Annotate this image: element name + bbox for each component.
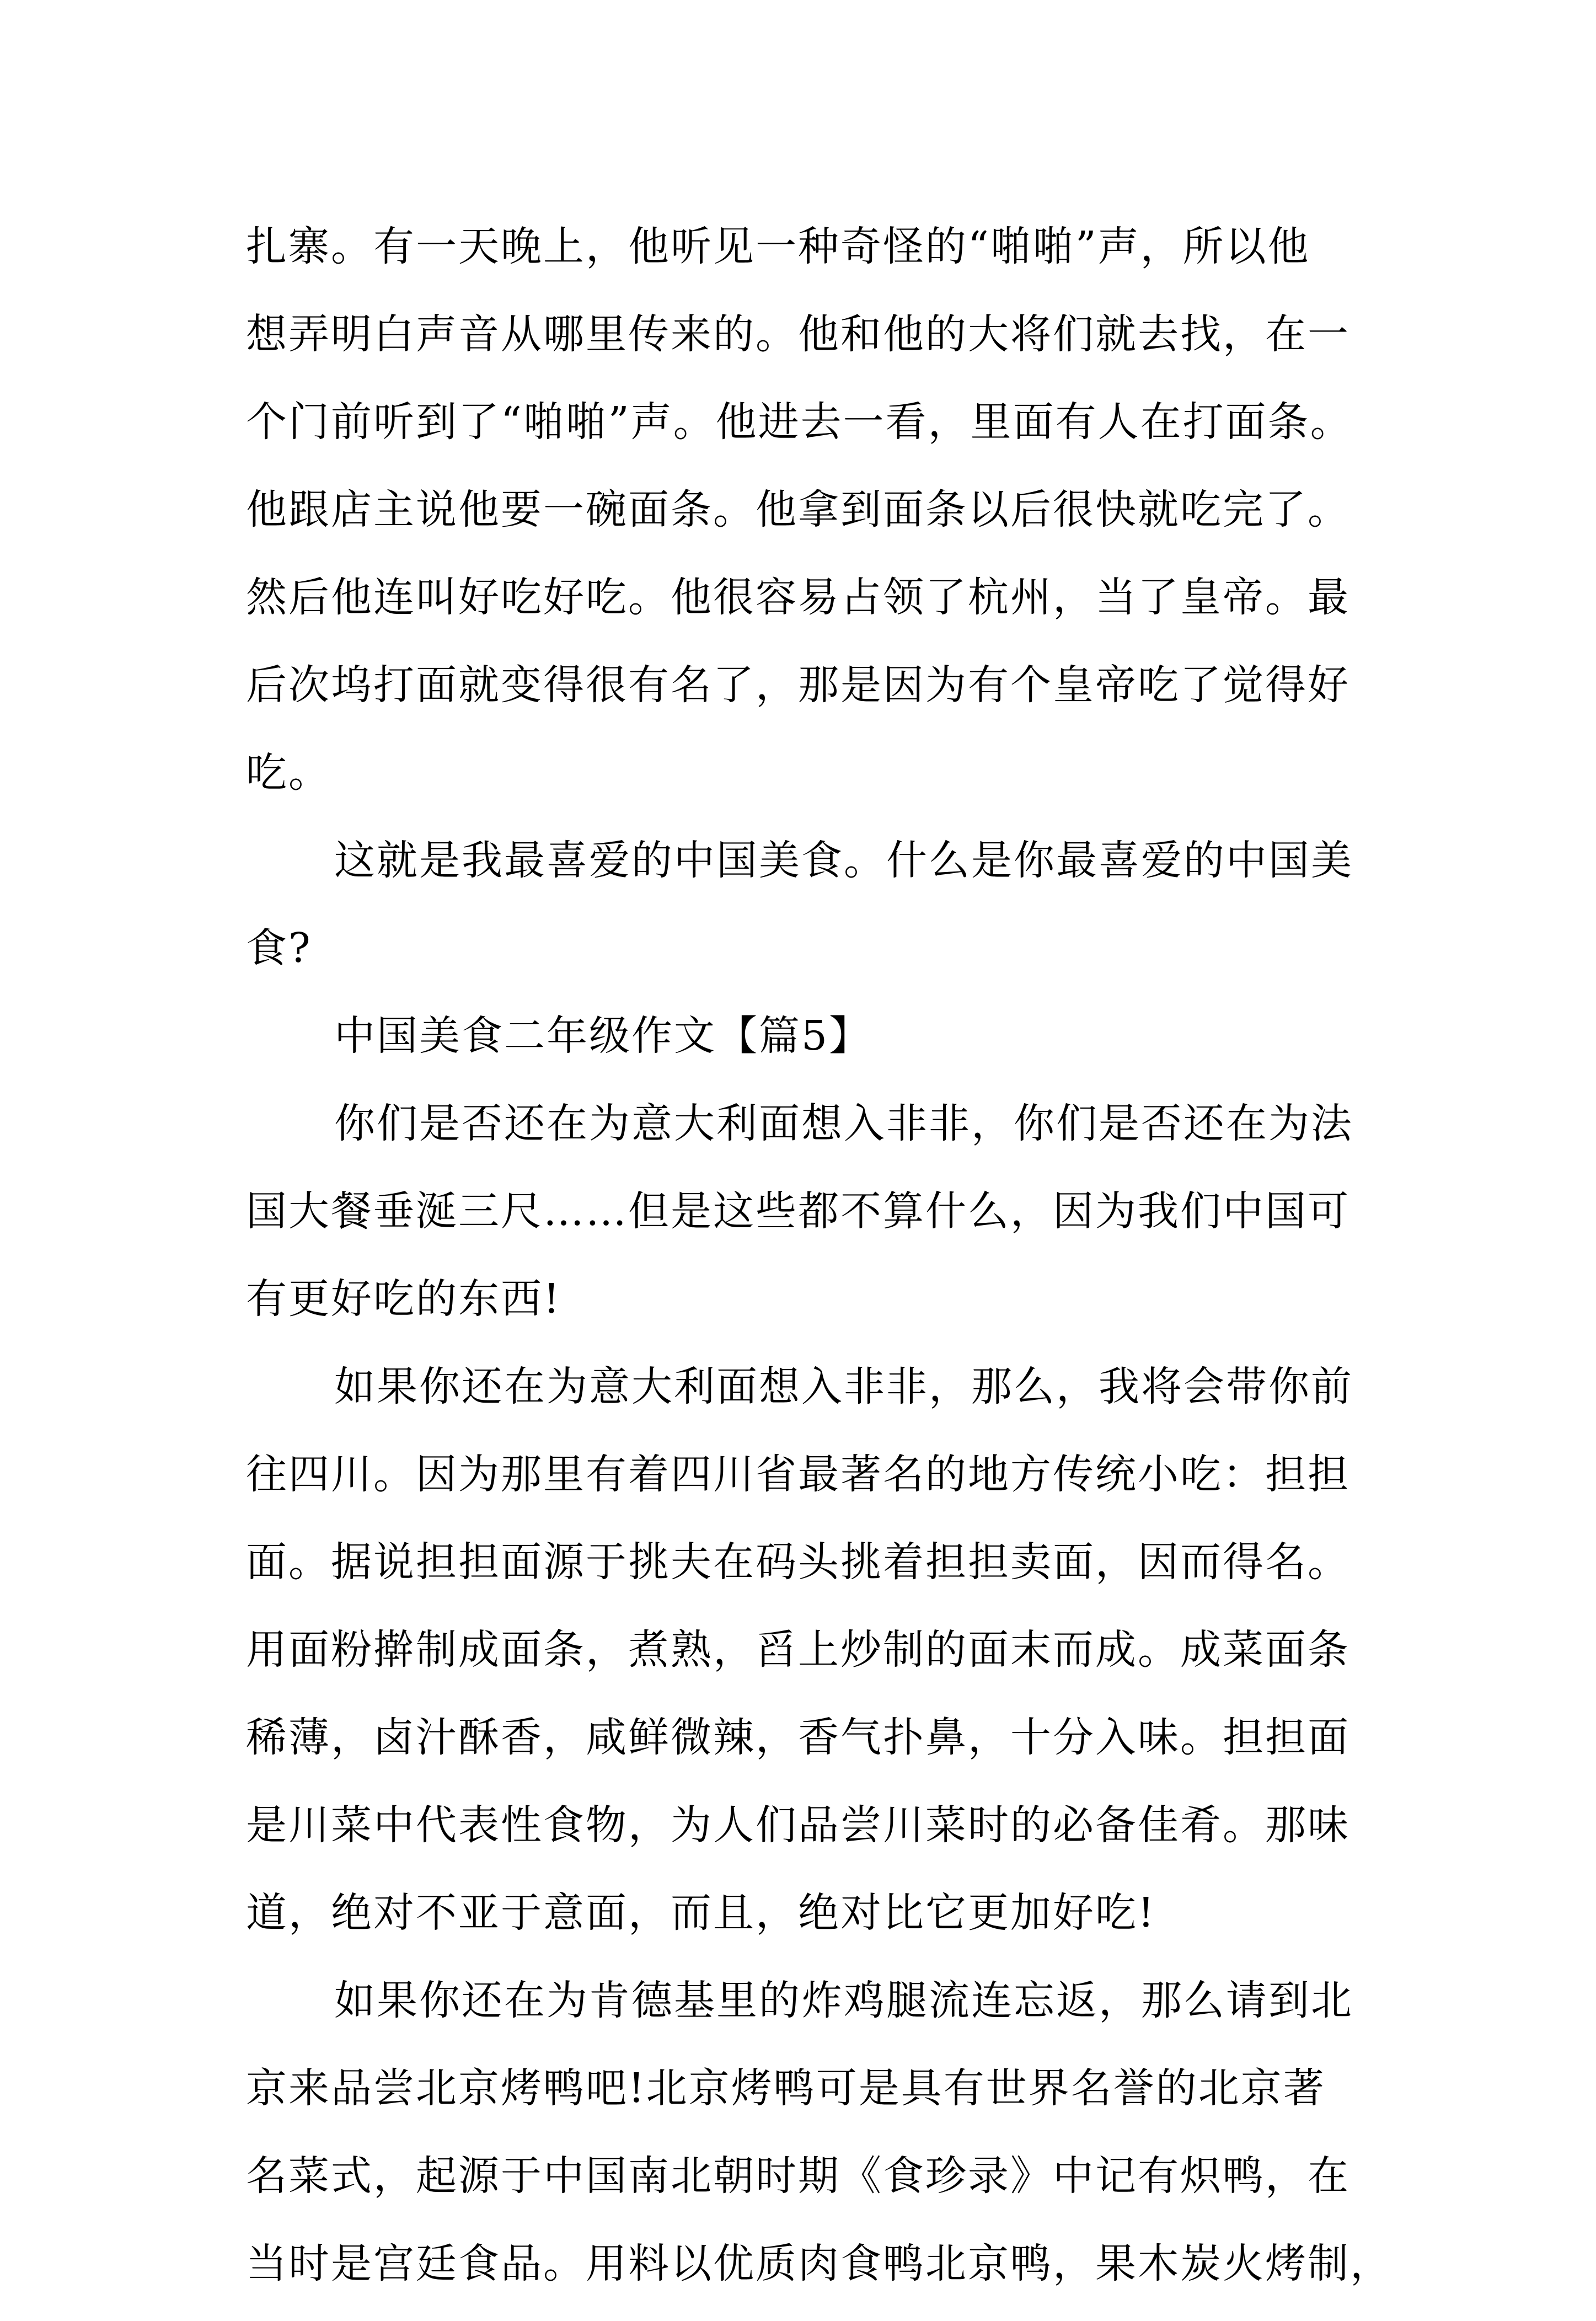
text-line: 个门前听到了“啪啪”声。他进去一看，里面有人在打面条。: [246, 398, 1353, 446]
paragraph-start-line: 这就是我最喜爱的中国美食。什么是你最喜爱的中国美: [334, 837, 1353, 884]
text-line: 后次坞打面就变得很有名了，那是因为有个皇帝吃了觉得好: [246, 661, 1350, 709]
text-line: 是川菜中代表性食物，为人们品尝川菜时的必备佳肴。那味: [246, 1801, 1350, 1849]
paragraph-start-line: 你们是否还在为意大利面想入非非，你们是否还在为法: [334, 1100, 1353, 1147]
text-line: 京来品尝北京烤鸭吧!北京烤鸭可是具有世界名誉的北京著: [246, 2065, 1326, 2112]
text-line: 国大餐垂涎三尺……但是这些都不算什么，因为我们中国可: [246, 1188, 1350, 1235]
text-line: 想弄明白声音从哪里传来的。他和他的大将们就去找，在一: [246, 311, 1350, 358]
text-line: 他跟店主说他要一碗面条。他拿到面条以后很快就吃完了。: [246, 486, 1350, 533]
text-line: 稀薄，卤汁酥香，咸鲜微辣，香气扑鼻，十分入味。担担面: [246, 1714, 1350, 1761]
paragraph-start-line: 如果你还在为意大利面想入非非，那么，我将会带你前: [334, 1363, 1353, 1410]
paragraph-start-line: 如果你还在为肯德基里的炸鸡腿流连忘返，那么请到北: [334, 1977, 1353, 2024]
text-line: 用面粉擀制成面条，煮熟，舀上炒制的面末而成。成菜面条: [246, 1626, 1350, 1673]
text-line: 食?: [246, 924, 312, 972]
text-line: 名菜式，起源于中国南北朝时期《食珍录》中记有炽鸭，在: [246, 2152, 1350, 2200]
text-line: 当时是宫廷食品。用料以优质肉食鸭北京鸭，果木炭火烤制，: [246, 2240, 1393, 2287]
text-line: 有更好吃的东西!: [246, 1275, 561, 1323]
section-heading: 中国美食二年级作文【篇5】: [334, 1012, 872, 1060]
text-line: 吃。: [246, 749, 331, 796]
text-line: 往四川。因为那里有着四川省最著名的地方传统小吃：担担: [246, 1451, 1350, 1498]
text-line: 面。据说担担面源于挑夫在码头挑着担担卖面，因而得名。: [246, 1538, 1350, 1586]
text-line: 然后他连叫好吃好吃。他很容易占领了杭州，当了皇帝。最: [246, 574, 1350, 621]
text-line: 道，绝对不亚于意面，而且，绝对比它更加好吃!: [246, 1889, 1156, 1937]
document-body: [246, 216, 1393, 2321]
text-line: 扎寨。有一天晚上，他听见一种奇怪的“啪啪”声，所以他: [246, 223, 1310, 270]
